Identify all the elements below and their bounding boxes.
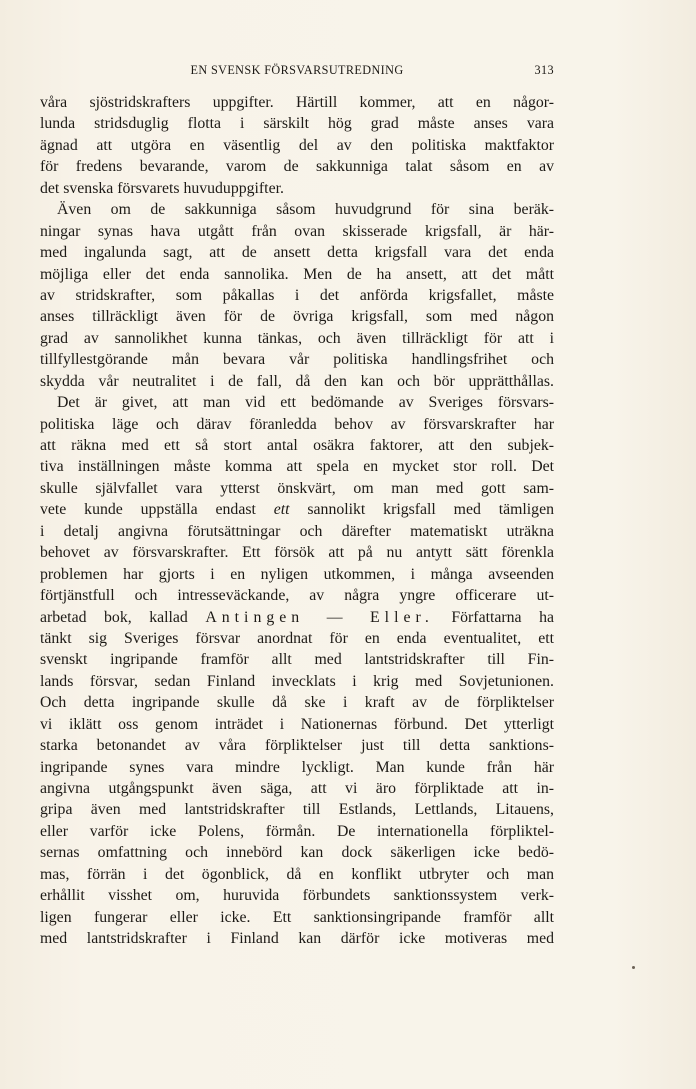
body-text [40, 92, 554, 950]
text-line [40, 607, 554, 628]
text-segment: Författarna ha [451, 608, 554, 626]
text-line: tiva inställningen måste komma att spela en mycket stor roll. Det [40, 458, 554, 476]
text-line: grad av sannolikhet kunna tänkas, och även tillräckligt för att i [40, 329, 554, 347]
text-line: sernas omfattning och innebörd kan dock säkerligen icke bedö- [40, 844, 554, 862]
text-line: eller varför icke Polens, förmån. De internationella förpliktel- [40, 822, 554, 840]
book-title: Antingen — Eller. [205, 608, 434, 626]
text-line: ägnad att utgöra en väsentlig del av den politiska maktfaktor [40, 136, 554, 154]
text-line: Det är givet, att man vid ett bedömande av Sveriges försvars- [57, 394, 554, 412]
text-line: Och detta ingripande skulle då ske i kraft av de förpliktelser [40, 694, 554, 712]
text-line: med ingalunda sagt, att de ansett detta krigsfall vara det enda [40, 244, 554, 262]
text-segment: sannolikt krigsfall med tämligen [307, 501, 554, 519]
text-line: skulle självfallet vara ytterst önskvärt, om man med gott sam- [40, 479, 554, 497]
text-line: med lantstridskrafter i Finland kan därför icke motiveras med [40, 930, 554, 948]
text-line: tänkt sig Sveriges försvar anordnat för en enda eventualitet, ett [40, 629, 554, 647]
text-line: lands försvar, sedan Finland invecklats i krig med Sovjetunionen. [40, 672, 554, 690]
text-segment: vete kunde uppställa endast [40, 501, 256, 519]
text-line: våra sjöstridskrafters uppgifter. Härtill kommer, att en någor- [40, 94, 554, 111]
text-line: ligen fungerar eller icke. Ett sanktionsingripande framför allt [40, 908, 554, 926]
emphasized-word: ett [273, 501, 290, 519]
text-segment: arbetad bok, kallad [40, 608, 188, 626]
text-line: starka betonandet av våra förpliktelser just till detta sanktions- [40, 737, 554, 755]
text-line: av stridskrafter, som påkallas i det anförda krigsfallet, måste [40, 286, 554, 304]
text-line: problemen har gjorts i en nyligen utkommen, i många avseenden [40, 565, 554, 583]
text-line: det svenska försvarets huvuduppgifter. [40, 179, 284, 197]
text-line: angivna utgångspunkt även säga, att vi äro förpliktade att in- [40, 780, 554, 797]
page-number: 313 [534, 63, 554, 77]
text-line: behovet av försvarskrafter. Ett försök att på nu antytt sätt förenkla [40, 544, 554, 562]
text-line: gripa även med lantstridskrafter till Estlands, Lettlands, Litauens, [40, 801, 554, 819]
text-line: för fredens bevarande, varom de sakkunniga talat såsom en av [40, 158, 554, 176]
text-line: att räkna med ett så stort antal osäkra faktorer, att den subjek- [40, 437, 554, 454]
text-line: mas, förrän i det ögonblick, då en konflikt utbryter och man [40, 865, 554, 883]
running-header [40, 63, 554, 83]
running-title: EN SVENSK FÖRSVARSUTREDNING [190, 63, 404, 77]
text-line: skydda vår neutralitet i de fall, då den kan och bör upprätthållas. [40, 372, 554, 390]
text-line: förtjänstfull och intresseväckande, av några yngre officerare ut- [40, 587, 554, 605]
text-line: svenskt ingripande framför allt med lantstridskrafter till Fin- [40, 651, 554, 669]
text-line: anses tillräckligt även för de övriga krigsfall, som med någon [40, 308, 554, 326]
text-line: i detalj angivna förutsättningar och därefter matematiskt uträkna [40, 522, 554, 540]
text-line [40, 499, 554, 520]
text-line: Även om de sakkunniga såsom huvudgrund för sina beräk- [57, 201, 554, 219]
text-line: vi iklätt oss genom inträdet i Nationernas förbund. Det ytterligt [40, 715, 554, 733]
print-speck [632, 966, 635, 969]
text-line: politiska läge och därav föranledda behov av försvarskrafter har [40, 415, 554, 433]
text-line: ningar synas hava utgått från ovan skisserade krigsfall, är här- [40, 222, 554, 240]
text-line: möjliga eller det enda sannolika. Men de ha ansett, att det mått [40, 265, 554, 283]
text-line: tillfyllestgörande mån bevara vår politiska handlingsfrihet och [40, 351, 554, 369]
text-line: erhållit visshet om, huruvida förbundets sanktionssystem verk- [40, 887, 554, 905]
text-line: ingripande synes vara mindre lyckligt. Man kunde från här [40, 758, 554, 776]
text-line: lunda stridsduglig flotta i särskilt hög grad måste anses vara [40, 115, 554, 133]
